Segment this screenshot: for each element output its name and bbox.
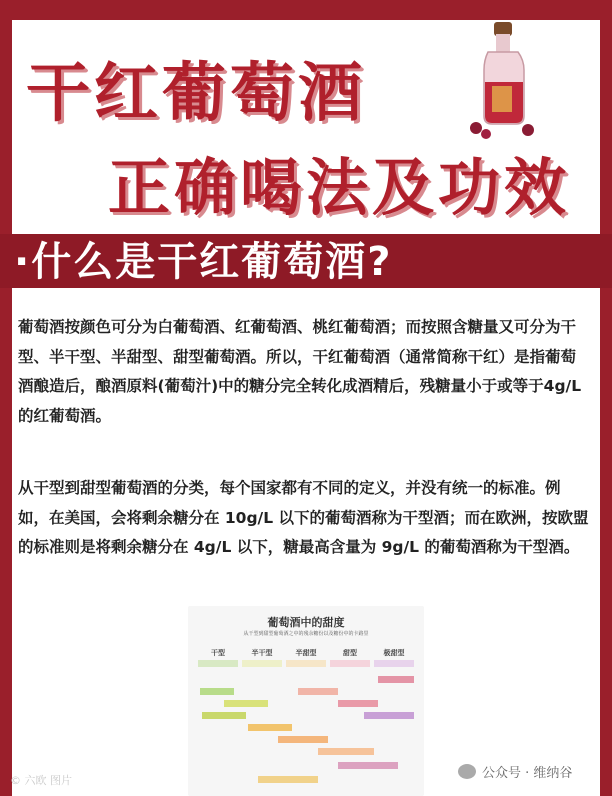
column-off-dry: 半干型 bbox=[251, 649, 273, 657]
column-medium-sweet: 半甜型 bbox=[295, 649, 317, 657]
wine-bar bbox=[338, 700, 378, 707]
wine-bar bbox=[364, 712, 414, 719]
band-very-sweet bbox=[374, 660, 414, 667]
paragraph-definition: 葡萄酒按颜色可分为白葡萄酒、红葡萄酒、桃红葡萄酒；而按照含糖量又可分为干型、半干型、半甜型、甜型葡萄酒。所以，干红葡萄酒（通常简称干红）是指葡萄酒酿造后，酿酒原料(葡萄汁)中的糖分完全转化成酒精后，残糖量小于或等于4g/L的红葡萄酒。 bbox=[18, 318, 582, 425]
wine-bar bbox=[202, 712, 246, 719]
band-medium-sweet bbox=[286, 660, 326, 667]
title-line-1: 干红葡萄酒 bbox=[26, 57, 366, 131]
wine-bar bbox=[298, 688, 338, 695]
band-dry bbox=[198, 660, 238, 667]
section-heading: ·什么是干红葡萄酒? bbox=[14, 239, 393, 285]
wine-bar bbox=[318, 748, 374, 755]
watermark-left: © 六欧 图片 bbox=[10, 774, 72, 787]
column-very-sweet: 极甜型 bbox=[383, 649, 405, 657]
title-line-2: 正确喝法及功效 bbox=[108, 151, 571, 224]
wine-bar bbox=[378, 676, 414, 683]
wechat-icon bbox=[458, 764, 476, 779]
column-sweet: 甜型 bbox=[343, 649, 357, 657]
sweetness-chart-subtitle: 从干型到甜型葡萄酒之中的残余糖份以及糖份中的卡路里 bbox=[243, 631, 369, 637]
wine-bar bbox=[224, 700, 268, 707]
paragraph-classification: 从干型到甜型葡萄酒的分类，每个国家都有不同的定义，并没有统一的标准。例如，在美国，会将剩余糖分在 10g/L 以下的葡萄酒称为干型酒；而在欧洲，按欧盟的标准则是将剩余糖分在 4g/L 以下，糖最高含量为 9g/L 的葡萄酒称为干型酒。 bbox=[18, 479, 589, 556]
wine-bottle-icon bbox=[458, 20, 550, 140]
wechat-account-label bbox=[458, 762, 572, 781]
wine-bar bbox=[248, 724, 292, 731]
wine-bar bbox=[278, 736, 328, 743]
sweetness-chart-image bbox=[188, 606, 424, 796]
column-dry: 干型 bbox=[211, 649, 225, 657]
wine-bar bbox=[338, 762, 398, 769]
wechat-account-name: 公众号 · 维纳谷 bbox=[482, 766, 573, 781]
band-sweet bbox=[330, 660, 370, 667]
band-off-dry bbox=[242, 660, 282, 667]
wine-bar bbox=[258, 776, 318, 783]
sweetness-chart-title: 葡萄酒中的甜度 bbox=[267, 616, 345, 629]
wine-bar bbox=[200, 688, 234, 695]
